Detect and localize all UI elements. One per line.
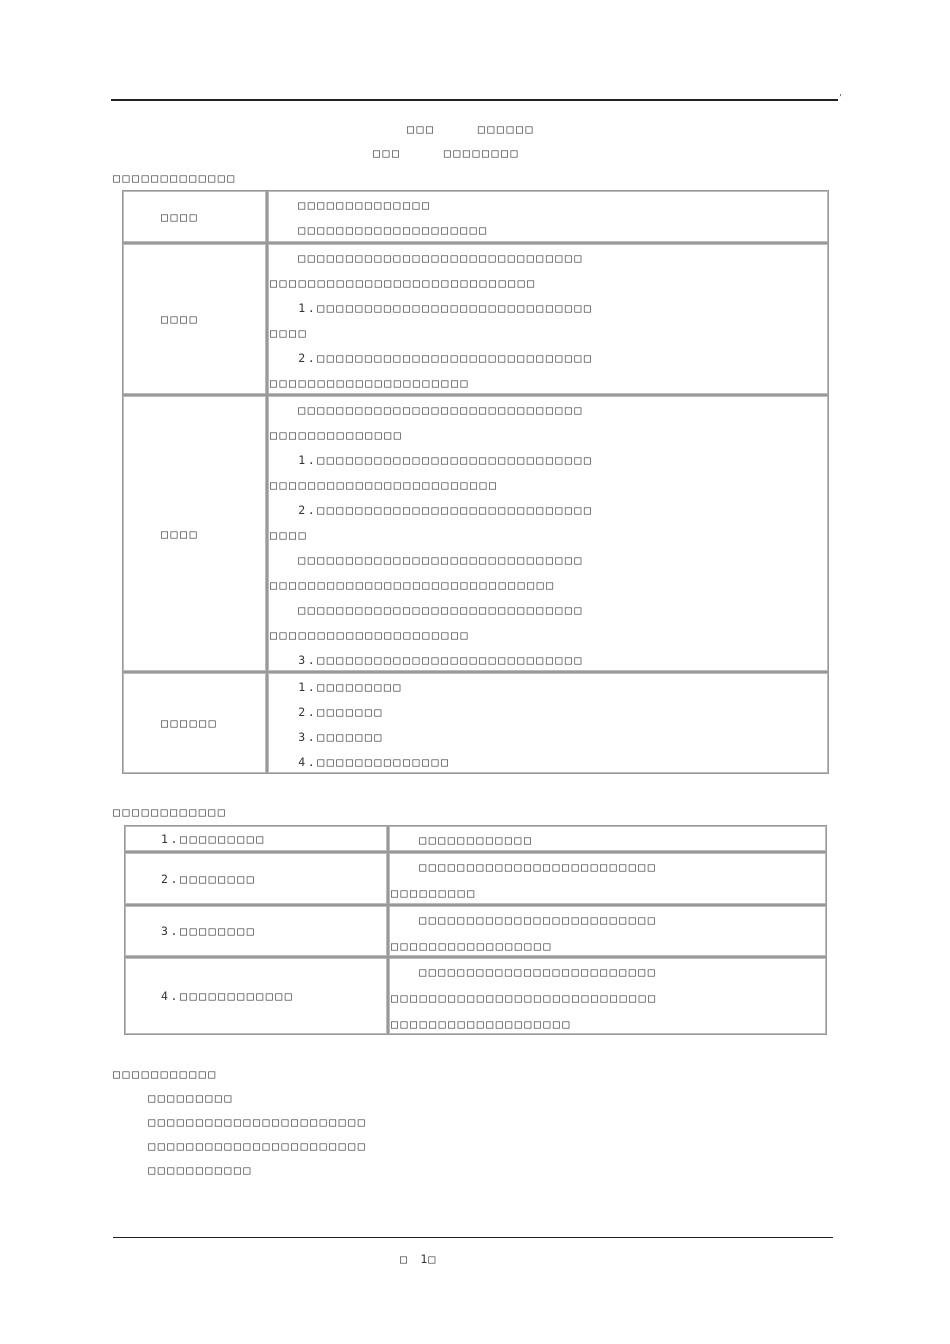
- table-row-content-cell: [267, 190, 829, 243]
- row-text-line: □□□□: [270, 326, 309, 340]
- row-text-line: □□□□□□□□□: [391, 886, 477, 900]
- table-row-label-cell: [122, 395, 267, 672]
- table-row-content-cell: [388, 957, 827, 1035]
- row-text-line: □□□□□□□□□□□□□□□□□□□: [391, 1017, 572, 1031]
- row-text-line: □□□□□□□□□□□□□□□□□□□□□□□□□: [391, 913, 658, 927]
- row-text-line: □□□□□□□□□□□□□□□□□: [391, 939, 553, 953]
- table-row-label-cell: [122, 190, 267, 243]
- row-label: 4.□□□□□□□□□□□□: [161, 989, 295, 1003]
- row-text-line: □□□□□□□□□□□□□□□□□□□□□□□□□□□□□□: [270, 403, 584, 417]
- row-text-line: □□□□□□□□□□□□□□□□□□□□□□□□□□□□: [391, 991, 658, 1005]
- row-text-line: □□□□□□□□□□□□□□□□□□□□□□□□□: [391, 965, 658, 979]
- part3-heading: □□□□□□□□□□□: [113, 1067, 218, 1081]
- row-text-line: 4.□□□□□□□□□□□□□□: [270, 755, 451, 769]
- row-label: 1.□□□□□□□□□: [161, 831, 266, 846]
- table-row-content-cell: [267, 672, 829, 774]
- table-row-label-cell: [124, 957, 388, 1035]
- table-row-label-cell: [122, 243, 267, 395]
- row-text-line: 2.□□□□□□□: [270, 705, 384, 719]
- row-text-line: □□□□□□□□□□□□□□□□□□□□□□□□□□□□□□: [270, 603, 584, 617]
- row-label: □□□□: [161, 209, 200, 224]
- part1-heading: □□□□□□□□□□□□□: [113, 171, 237, 185]
- row-text-line: 2.□□□□□□□□□□□□□□□□□□□□□□□□□□□□□: [270, 503, 594, 517]
- row-text-line: □□□□□□□□□□□□□□□□□□□□□□□□□□□□□□: [270, 578, 556, 592]
- row-label: □□□□□□: [161, 716, 219, 730]
- row-text-line: □□□□□□□□□□□□□□□□□□□□□□□□□□□□□□: [270, 251, 584, 265]
- row-text-line: 3.□□□□□□□: [270, 730, 384, 744]
- table-row-content-cell: [267, 395, 829, 672]
- row-text-line: 2.□□□□□□□□□□□□□□□□□□□□□□□□□□□□□: [270, 351, 594, 365]
- row-text-line: □□□□□□□□□□□□□□: [270, 428, 404, 442]
- row-text-line: □□□□□□□□□□□□□□□□□□□□□□□□□□□□□□: [270, 553, 584, 567]
- table-row-content-cell: [388, 852, 827, 905]
- row-text-line: □□□□□□□□□□□□: [391, 833, 534, 847]
- row-text-line: □□□□□□□□□□□□□□□□□□□□□: [270, 376, 470, 390]
- table-row-label-cell: [124, 852, 388, 905]
- row-text-line: 1.□□□□□□□□□□□□□□□□□□□□□□□□□□□□□: [270, 301, 594, 315]
- row-text-line: □□□□□□□□□□□□□□□□□□□□□: [270, 628, 470, 642]
- part3-line: □□□□□□□□□□□□□□□□□□□□□□□: [120, 1115, 368, 1129]
- part3-line: □□□□□□□□□□□□□□□□□□□□□□□: [120, 1139, 368, 1153]
- page-number: □ 1□: [400, 1252, 437, 1266]
- chapter-title: □□□ □□□□□□: [407, 122, 536, 136]
- row-text-line: 1.□□□□□□□□□□□□□□□□□□□□□□□□□□□□□: [270, 453, 594, 467]
- row-text-line: □□□□□□□□□□□□□□: [270, 198, 432, 212]
- row-label: □□□□: [161, 312, 200, 326]
- row-text-line: □□□□□□□□□□□□□□□□□□□□□□□□□□□□: [270, 276, 537, 290]
- header-rule: [111, 99, 838, 101]
- row-text-line: 1.□□□□□□□□□: [270, 680, 403, 694]
- table-row-label-cell: [122, 672, 267, 774]
- table-row-label-cell: [124, 905, 388, 957]
- section-title: □□□ □□□□□□□□: [373, 146, 521, 160]
- row-label: 3.□□□□□□□□: [161, 924, 257, 938]
- row-text-line: □□□□: [270, 528, 309, 542]
- row-text-line: 3.□□□□□□□□□□□□□□□□□□□□□□□□□□□□: [270, 653, 584, 667]
- part2-heading: □□□□□□□□□□□□: [113, 805, 228, 819]
- table-row-content-cell: [388, 905, 827, 957]
- table-row-content-cell: [267, 243, 829, 395]
- table-row-label-cell: [124, 825, 388, 852]
- header-mark: ': [838, 93, 843, 102]
- row-text-line: □□□□□□□□□□□□□□□□□□□□□□□□□: [391, 860, 658, 874]
- row-label: 2.□□□□□□□□: [161, 871, 257, 886]
- row-label: □□□□: [161, 526, 200, 541]
- footer-rule: [113, 1237, 833, 1238]
- part3-line: □□□□□□□□□: [120, 1091, 234, 1105]
- table-row-content-cell: [388, 825, 827, 852]
- row-text-line: □□□□□□□□□□□□□□□□□□□□: [270, 223, 489, 237]
- part3-line: □□□□□□□□□□□: [120, 1163, 253, 1177]
- row-text-line: □□□□□□□□□□□□□□□□□□□□□□□□: [270, 478, 499, 492]
